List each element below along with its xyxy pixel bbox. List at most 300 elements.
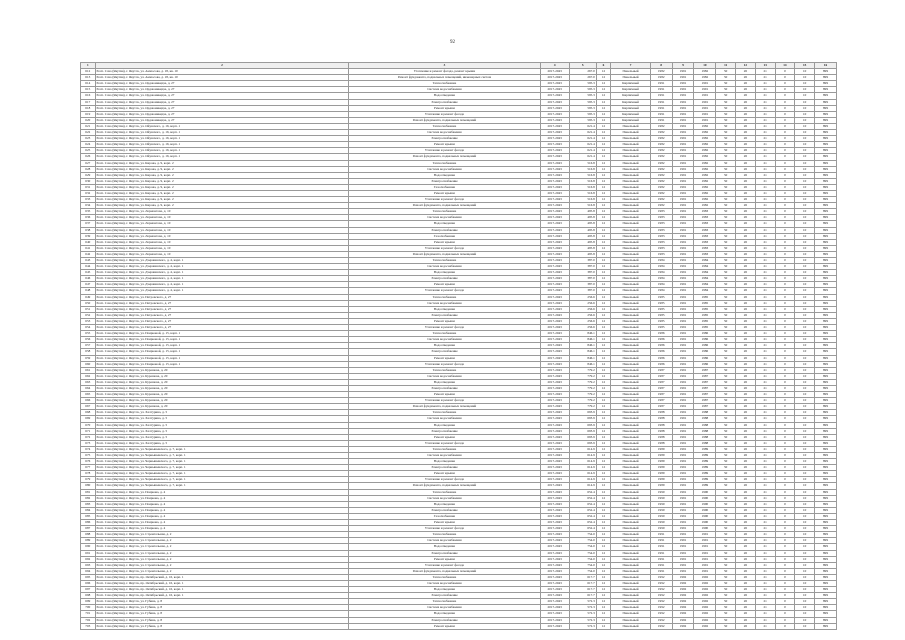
table-cell: 643 <box>81 258 96 264</box>
table-cell: 1982 <box>650 166 672 172</box>
table-cell: 0 <box>775 605 795 611</box>
table-cell: 256.6 <box>569 325 596 331</box>
table-cell: 1989 <box>650 471 672 477</box>
table-cell: Панельный <box>611 495 651 501</box>
table-cell: 10 <box>795 154 815 160</box>
table-cell: 12 <box>596 312 611 318</box>
table-cell: Система водоснабжения <box>349 130 540 136</box>
table-cell: 0 <box>775 465 795 471</box>
table-cell: 1991 <box>672 520 694 526</box>
table-cell: 899 <box>815 190 837 196</box>
table-cell: 1991 <box>694 532 716 538</box>
table-cell: 26 <box>736 422 756 428</box>
table-cell: 50 <box>716 258 736 264</box>
table-cell: 680 <box>81 483 96 489</box>
table-cell: Панельный <box>611 203 651 209</box>
table-cell: 26 <box>736 276 756 282</box>
table-cell: Система водоснабжения <box>349 373 540 379</box>
table-cell: 10 <box>795 587 815 593</box>
table-cell: 1988 <box>650 440 672 446</box>
table-cell: 0 <box>775 446 795 452</box>
table-cell: 0 <box>775 410 795 416</box>
table-cell: 21 <box>755 593 775 599</box>
table-cell: 10 <box>795 446 815 452</box>
table-cell: 10 <box>795 513 815 519</box>
table-cell: 1988 <box>694 434 716 440</box>
table-cell: 1984 <box>650 276 672 282</box>
table-cell: Респ. Саха (Якутия), г. Якутск, ул. Халтурина, д. 5 <box>95 410 349 416</box>
table-cell: 21 <box>755 574 775 580</box>
table-cell: Панельный <box>611 343 651 349</box>
table-cell: 652.4 <box>569 513 596 519</box>
table-cell: 1991 <box>672 392 694 398</box>
table-cell: 653 <box>81 318 96 324</box>
table-cell: 21 <box>755 331 775 337</box>
table-cell: Панельный <box>611 251 651 257</box>
table-cell: 899 <box>815 416 837 422</box>
table-cell: 899 <box>815 105 837 111</box>
table-cell: 10 <box>795 556 815 562</box>
table-cell: 2017-2043 <box>540 385 569 391</box>
table-cell: 652.4 <box>569 507 596 513</box>
table-cell: 50 <box>716 81 736 87</box>
table-cell: 26 <box>736 513 756 519</box>
table-cell: 1990 <box>694 495 716 501</box>
table-cell: Водоотведение <box>349 587 540 593</box>
table-cell: 26 <box>736 495 756 501</box>
table-cell: 1985 <box>650 312 672 318</box>
table-cell: 10 <box>795 233 815 239</box>
table-cell: Респ. Саха (Якутия), г. Якутск, ул. Дзержинского, д. 4, корп. 1 <box>95 270 349 276</box>
table-cell: 572.3 <box>569 611 596 617</box>
table-cell: 572.3 <box>569 605 596 611</box>
column-header: 15 <box>795 63 815 69</box>
table-cell: 618 <box>81 105 96 111</box>
table-cell: 899 <box>815 81 837 87</box>
table-cell: Респ. Саха (Якутия), г. Якутск, ул. Губина, д. 8 <box>95 599 349 605</box>
table-cell: 50 <box>716 599 736 605</box>
table-cell: 0 <box>775 288 795 294</box>
table-cell: 21 <box>755 544 775 550</box>
table-cell: Респ. Саха (Якутия), г. Якутск, ул. Строительная, д. 2 <box>95 550 349 556</box>
table-cell: 26 <box>736 245 756 251</box>
table-cell: 899 <box>815 154 837 160</box>
table-cell: 899 <box>815 562 837 568</box>
table-cell: 899 <box>815 459 837 465</box>
table-cell: 1992 <box>694 617 716 623</box>
table-cell: 1991 <box>672 513 694 519</box>
table-cell: 21 <box>755 325 775 331</box>
table-cell: 10 <box>795 258 815 264</box>
table-cell: 50 <box>716 556 736 562</box>
column-header: 4 <box>540 63 569 69</box>
table-cell: 779.2 <box>569 373 596 379</box>
table-cell: 0 <box>775 136 795 142</box>
table-cell: 50 <box>716 190 736 196</box>
table-cell: 256.6 <box>569 318 596 324</box>
table-cell: 10 <box>795 465 815 471</box>
table-cell: 693.9 <box>569 422 596 428</box>
table-cell: Респ. Саха (Якутия), г. Якутск, ул. Орджоникидзе, д. 27 <box>95 81 349 87</box>
table-cell: 26 <box>736 568 756 574</box>
table-cell: 21 <box>755 306 775 312</box>
table-cell: 50 <box>716 148 736 154</box>
table-cell: 50 <box>716 160 736 166</box>
table-cell: 1985 <box>650 318 672 324</box>
table-cell: 2017-2043 <box>540 428 569 434</box>
table-cell: Ремонт крыши <box>349 142 540 148</box>
table-cell: 21 <box>755 379 775 385</box>
table-cell: Система водоснабжения <box>349 300 540 306</box>
table-cell: 12 <box>596 172 611 178</box>
table-cell: 625 <box>81 148 96 154</box>
table-cell: 1991 <box>650 544 672 550</box>
table-cell: 50 <box>716 404 736 410</box>
spreadsheet-table <box>80 62 837 630</box>
table-cell: 21 <box>755 111 775 117</box>
table-cell: 1986 <box>650 343 672 349</box>
table-cell: 1982 <box>694 190 716 196</box>
table-body <box>81 69 837 630</box>
table-cell: 2017-2043 <box>540 325 569 331</box>
table-cell: 10 <box>795 544 815 550</box>
table-cell: 26 <box>736 385 756 391</box>
table-cell: Панельный <box>611 593 651 599</box>
table-cell: 1991 <box>672 69 694 75</box>
table-cell: 267.0 <box>569 69 596 75</box>
table-cell: 899 <box>815 532 837 538</box>
table-cell: 10 <box>795 111 815 117</box>
table-cell: 1991 <box>672 440 694 446</box>
table-cell: 12 <box>596 258 611 264</box>
table-cell: Панельный <box>611 209 651 215</box>
table-cell: Панельный <box>611 312 651 318</box>
table-cell: Респ. Саха (Якутия), г. Якутск, ул. Орджоникидзе, д. 27 <box>95 87 349 93</box>
table-cell: 1991 <box>672 258 694 264</box>
table-cell: 50 <box>716 123 736 129</box>
table-cell: 50 <box>716 507 736 513</box>
table-cell: 1982 <box>694 123 716 129</box>
table-cell: 663 <box>81 379 96 385</box>
table-cell: 1990 <box>650 526 672 532</box>
table-cell: 50 <box>716 544 736 550</box>
table-cell: 21 <box>755 446 775 452</box>
table-cell: 50 <box>716 562 736 568</box>
table-cell: 10 <box>795 294 815 300</box>
table-cell: 50 <box>716 385 736 391</box>
table-cell: Кирпичный <box>611 87 651 93</box>
table-cell: Панельный <box>611 282 651 288</box>
table-cell: 614.9 <box>569 477 596 483</box>
table-cell: 50 <box>716 611 736 617</box>
table-cell: 1990 <box>694 513 716 519</box>
table-cell: 10 <box>795 568 815 574</box>
table-cell: 0 <box>775 276 795 282</box>
table-cell: 899 <box>815 337 837 343</box>
table-cell: 1987 <box>694 373 716 379</box>
table-cell: 21 <box>755 459 775 465</box>
table-cell: 899 <box>815 148 837 154</box>
table-cell: 12 <box>596 398 611 404</box>
table-cell: 1992 <box>672 599 694 605</box>
table-cell: 1991 <box>672 318 694 324</box>
table-cell: 1992 <box>694 623 716 629</box>
table-cell: 2017-2043 <box>540 483 569 489</box>
table-cell: 899 <box>815 556 837 562</box>
table-cell: 1991 <box>650 538 672 544</box>
table-cell: 12 <box>596 81 611 87</box>
table-cell: 0 <box>775 611 795 617</box>
table-cell: 899 <box>815 349 837 355</box>
table-cell: 1989 <box>650 465 672 471</box>
table-cell: 10 <box>795 623 815 629</box>
table-cell: 26 <box>736 197 756 203</box>
table-cell: Респ. Саха (Якутия), г. Якутск, ул. Петровского, д. 27 <box>95 312 349 318</box>
table-cell: 12 <box>596 227 611 233</box>
table-cell: 26 <box>736 392 756 398</box>
table-cell: 1991 <box>672 251 694 257</box>
table-cell: 26 <box>736 416 756 422</box>
table-cell: 21 <box>755 282 775 288</box>
table-cell: Теплоснабжение <box>349 446 540 452</box>
table-cell: 12 <box>596 587 611 593</box>
table-cell: 10 <box>795 239 815 245</box>
table-cell: 1982 <box>650 184 672 190</box>
table-cell: 1991 <box>672 544 694 550</box>
table-cell: 684 <box>81 507 96 513</box>
table-cell: 0 <box>775 209 795 215</box>
table-cell: 686 <box>81 520 96 526</box>
table-cell: Газоснабжение <box>349 513 540 519</box>
table-cell: Электроснабжение <box>349 312 540 318</box>
table-cell: 1985 <box>650 325 672 331</box>
table-cell: 50 <box>716 337 736 343</box>
table-cell: 2017-2043 <box>540 99 569 105</box>
table-cell: 50 <box>716 69 736 75</box>
table-cell: 685 <box>81 513 96 519</box>
table-cell: 10 <box>795 318 815 324</box>
table-cell: 10 <box>795 355 815 361</box>
table-cell: 688 <box>81 532 96 538</box>
table-cell: 10 <box>795 69 815 75</box>
table-cell: 1986 <box>650 355 672 361</box>
table-cell: 614.9 <box>569 483 596 489</box>
table-cell: 26 <box>736 99 756 105</box>
table-cell: Респ. Саха (Якутия), г. Якутск, ул. Лермонтова, д. 10 <box>95 209 349 215</box>
table-cell: 2017-2043 <box>540 422 569 428</box>
table-cell: 2017-2043 <box>540 172 569 178</box>
table-cell: Ремонт крыши <box>349 520 540 526</box>
table-cell: Панельный <box>611 367 651 373</box>
table-cell: 10 <box>795 81 815 87</box>
table-cell: 613 <box>81 75 96 81</box>
table-cell: Респ. Саха (Якутия), г. Якутск, ул. Строительная, д. 2 <box>95 568 349 574</box>
table-cell: 2017-2043 <box>540 477 569 483</box>
table-cell: 617.7 <box>569 587 596 593</box>
table-cell: 648 <box>81 288 96 294</box>
table-cell: Панельный <box>611 550 651 556</box>
table-cell: 12 <box>596 154 611 160</box>
table-cell: 1991 <box>650 87 672 93</box>
table-cell: 2017-2043 <box>540 440 569 446</box>
table-cell: Респ. Саха (Якутия), г. Якутск, ул. Пояркова, д. 4 <box>95 526 349 532</box>
table-cell: 1985 <box>694 318 716 324</box>
table-cell: 614.9 <box>569 446 596 452</box>
table-cell: 0 <box>775 178 795 184</box>
table-cell: 899 <box>815 264 837 270</box>
table-cell: 26 <box>736 282 756 288</box>
table-cell: 1983 <box>694 227 716 233</box>
table-cell: 629 <box>81 172 96 178</box>
table-cell: Теплоснабжение <box>349 489 540 495</box>
table-cell: 2017-2043 <box>540 489 569 495</box>
table-cell: 21 <box>755 385 775 391</box>
table-cell: Респ. Саха (Якутия), г. Якутск, ул. Чернышевского, д. 7, корп. 1 <box>95 459 349 465</box>
table-cell: 10 <box>795 599 815 605</box>
table-cell: 26 <box>736 148 756 154</box>
table-cell: Респ. Саха (Якутия), г. Якутск, ул. Ойунского, д. 16, корп. 1 <box>95 136 349 142</box>
table-cell: 0 <box>775 373 795 379</box>
table-cell: 12 <box>596 288 611 294</box>
table-cell: 899 <box>815 440 837 446</box>
table-cell: 654 <box>81 325 96 331</box>
table-cell: 665 <box>81 392 96 398</box>
table-cell: 26 <box>736 562 756 568</box>
table-cell: 12 <box>596 105 611 111</box>
table-cell: 0 <box>775 434 795 440</box>
table-cell: 50 <box>716 520 736 526</box>
table-cell: 12 <box>596 355 611 361</box>
table-cell: 12 <box>596 568 611 574</box>
table-cell: 21 <box>755 373 775 379</box>
table-cell: 50 <box>716 166 736 172</box>
table-cell: 50 <box>716 105 736 111</box>
table-cell: 12 <box>596 532 611 538</box>
table-cell: Панельный <box>611 276 651 282</box>
table-cell: Респ. Саха (Якутия), г. Якутск, ул. Пояркова, д. 4 <box>95 495 349 501</box>
table-cell: 0 <box>775 233 795 239</box>
table-cell: 2017-2043 <box>540 160 569 166</box>
table-cell: 1991 <box>694 568 716 574</box>
table-cell: 1983 <box>650 251 672 257</box>
table-cell: 26 <box>736 294 756 300</box>
table-cell: 12 <box>596 507 611 513</box>
table-cell: 21 <box>755 264 775 270</box>
table-cell: Панельный <box>611 154 651 160</box>
table-cell: 1984 <box>694 264 716 270</box>
table-cell: 661 <box>81 367 96 373</box>
table-cell: 21 <box>755 87 775 93</box>
table-cell: 10 <box>795 495 815 501</box>
table-cell: 1991 <box>694 105 716 111</box>
table-cell: 1987 <box>650 379 672 385</box>
table-cell: 0 <box>775 239 795 245</box>
table-cell: 0 <box>775 471 795 477</box>
table-cell: 1982 <box>694 142 716 148</box>
table-cell: 21 <box>755 142 775 148</box>
table-cell: 12 <box>596 306 611 312</box>
table-cell: 50 <box>716 270 736 276</box>
table-cell: 12 <box>596 373 611 379</box>
table-cell: 12 <box>596 343 611 349</box>
table-cell: 2017-2043 <box>540 593 569 599</box>
table-cell: 12 <box>596 142 611 148</box>
table-cell: 21 <box>755 300 775 306</box>
table-cell: 899 <box>815 544 837 550</box>
table-cell: 2017-2043 <box>540 410 569 416</box>
table-cell: 12 <box>596 465 611 471</box>
table-cell: Утепление и ремонт фасада <box>349 288 540 294</box>
table-cell: 1991 <box>672 136 694 142</box>
table-cell: Респ. Саха (Якутия), г. Якутск, ул. Дзержинского, д. 4, корп. 1 <box>95 282 349 288</box>
table-cell: 21 <box>755 605 775 611</box>
table-cell: 1984 <box>694 258 716 264</box>
table-cell: 1992 <box>672 580 694 586</box>
table-cell: 635 <box>81 209 96 215</box>
table-cell: 2017-2043 <box>540 105 569 111</box>
table-cell: 1991 <box>694 87 716 93</box>
table-cell: 1988 <box>650 428 672 434</box>
table-cell: 1987 <box>694 398 716 404</box>
table-cell: Ремонт крыши <box>349 623 540 629</box>
table-cell: 50 <box>716 318 736 324</box>
table-cell: Панельный <box>611 233 651 239</box>
table-cell: 899 <box>815 130 837 136</box>
table-cell: 1991 <box>672 483 694 489</box>
table-cell: 1991 <box>672 343 694 349</box>
table-cell: 10 <box>795 227 815 233</box>
table-cell: 12 <box>596 483 611 489</box>
table-cell: Электроснабжение <box>349 99 540 105</box>
table-cell: 899 <box>815 477 837 483</box>
table-cell: 637 <box>81 221 96 227</box>
table-cell: 26 <box>736 111 756 117</box>
table-cell: 1985 <box>694 325 716 331</box>
table-cell: 1991 <box>694 538 716 544</box>
table-cell: 0 <box>775 221 795 227</box>
table-cell: 21 <box>755 148 775 154</box>
table-cell: 1986 <box>694 355 716 361</box>
table-cell: 1991 <box>672 477 694 483</box>
table-cell: 0 <box>775 203 795 209</box>
table-cell: 1983 <box>694 251 716 257</box>
table-cell: 1991 <box>672 221 694 227</box>
table-cell: 21 <box>755 203 775 209</box>
table-cell: 1982 <box>650 130 672 136</box>
table-cell: 899 <box>815 343 837 349</box>
table-cell: 1990 <box>694 526 716 532</box>
table-cell: Респ. Саха (Якутия), г. Якутск, ул. Чернышевского, д. 7, корп. 1 <box>95 446 349 452</box>
table-cell: 2017-2043 <box>540 605 569 611</box>
table-cell: 516.8 <box>569 166 596 172</box>
table-cell: 1991 <box>672 465 694 471</box>
table-cell: 21 <box>755 392 775 398</box>
table-cell: 1986 <box>694 331 716 337</box>
table-cell: 1991 <box>672 562 694 568</box>
table-cell: 2017-2043 <box>540 465 569 471</box>
table-cell: 899 <box>815 580 837 586</box>
table-cell: 2017-2043 <box>540 197 569 203</box>
table-cell: 10 <box>795 136 815 142</box>
table-cell: Панельный <box>611 574 651 580</box>
table-cell: 26 <box>736 105 756 111</box>
table-cell: 899 <box>815 483 837 489</box>
table-cell: Респ. Саха (Якутия), г. Якутск, ул. Пояркова, д. 4 <box>95 489 349 495</box>
table-cell: 700 <box>81 605 96 611</box>
table-cell: Ремонт крыши <box>349 556 540 562</box>
table-cell: 846.1 <box>569 349 596 355</box>
table-cell: 1991 <box>672 203 694 209</box>
